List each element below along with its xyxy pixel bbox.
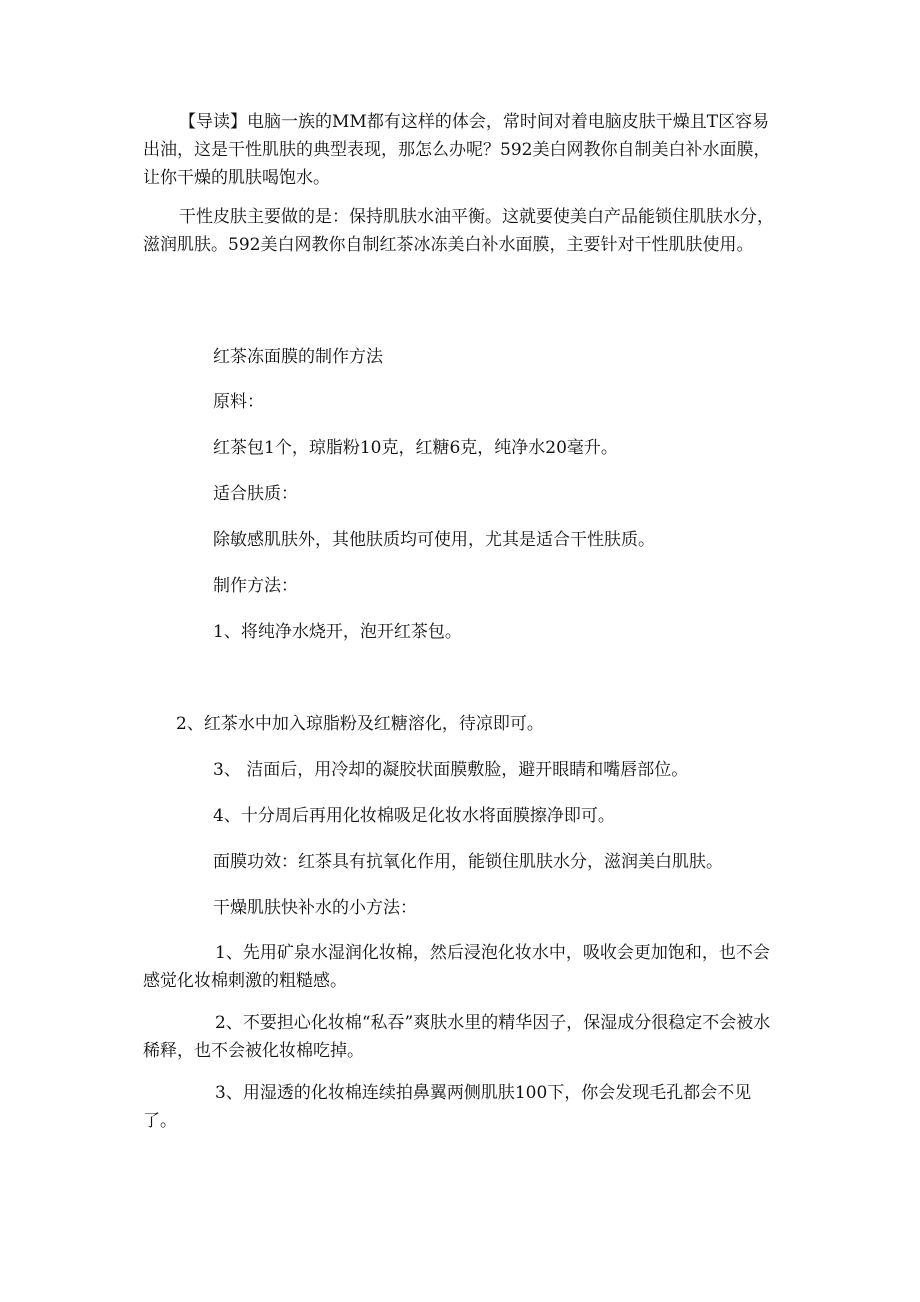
step-3: 3、 洁面后，用冷却的凝胶状面膜敷脸，避开眼睛和嘴唇部位。: [213, 760, 689, 780]
dry-skin-paragraph: 干性皮肤主要做的是：保持肌肤水油平衡。这就要使美白产品能锁住肌肤水分，滋润肌肤。592美白网教你自制红茶冰冻美白补水面膜，主要针对干性肌肤使用。: [143, 207, 774, 255]
ingredients-label: 原料：: [213, 392, 264, 412]
intro-paragraph: 【导读】电脑一族的MM都有这样的体会，常时间对着电脑皮肤干燥且T区容易出油，这是干性肌肤的典型表现，那怎么办呢？592美白网教你自制美白补水面膜，让你干燥的肌肤喝饱水。: [143, 112, 771, 188]
step-4: 4、十分周后再用化妆棉吸足化妆水将面膜擦净即可。: [213, 806, 615, 826]
recipe-title: 红茶冻面膜的制作方法: [213, 347, 383, 367]
mask-effect: 面膜功效：红茶具有抗氧化作用，能锁住肌肤水分，滋润美白肌肤。: [213, 852, 723, 872]
tip-3: 3、用湿透的化妆棉连续拍鼻翼两侧肌肤100下，你会发现毛孔都会不见了。: [143, 1083, 752, 1131]
skin-type-label: 适合肤质：: [213, 484, 298, 504]
step-2: 2、红茶水中加入琼脂粉及红糖溶化，待凉即可。: [176, 714, 544, 734]
step-1: 1、将纯净水烧开，泡开红茶包。: [213, 622, 462, 642]
method-label: 制作方法：: [213, 576, 298, 596]
tip-2: 2、不要担心化妆棉“私吞”爽肤水里的精华因子，保湿成分很稳定不会被水稀释，也不会被化妆棉吃掉。: [143, 1013, 771, 1061]
skin-type-text: 除敏感肌肤外，其他肤质均可使用，尤其是适合干性肤质。: [213, 530, 655, 550]
ingredients-text: 红茶包1个，琼脂粉10克，红糖6克，纯净水20毫升。: [213, 438, 618, 458]
tips-title: 干燥肌肤快补水的小方法：: [213, 898, 417, 918]
tip-1: 1、先用矿泉水湿润化妆棉，然后浸泡化妆水中，吸收会更加饱和，也不会感觉化妆棉刺激的粗糙感。: [143, 943, 770, 991]
